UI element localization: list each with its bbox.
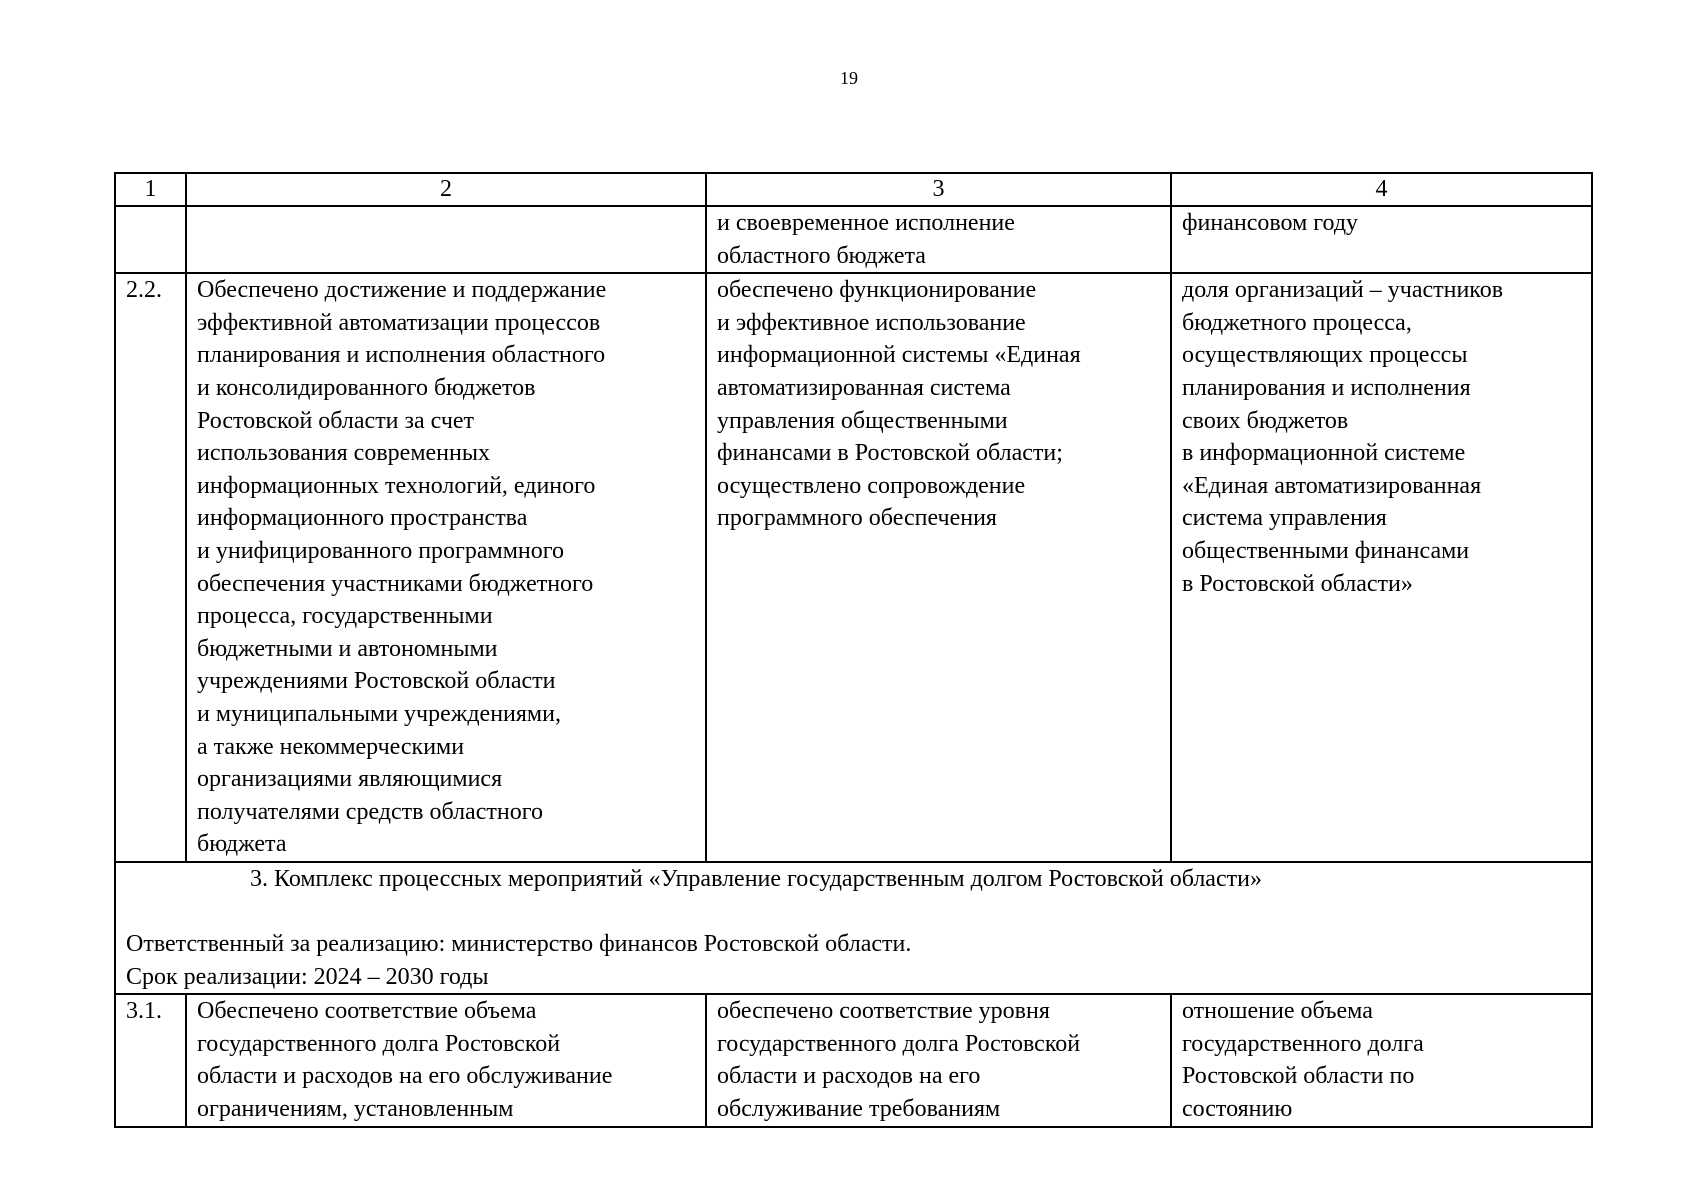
task-cell: Обеспечено соответствие объема государственного долга Ростовской области и расходов на его обслуживание ограничениям, установленным xyxy=(186,994,706,1126)
column-header-3: 3 xyxy=(706,173,1171,206)
column-header-2: 2 xyxy=(186,173,706,206)
section-responsible: Ответственный за реализацию: министерство финансов Ростовской области. xyxy=(126,931,912,958)
table-row xyxy=(115,273,1592,862)
section-title: 3. Комплекс процессных мероприятий «Управление государственным долгом Ростовской области» xyxy=(250,865,1262,892)
section-period: Срок реализации: 2024 – 2030 годы xyxy=(126,963,489,990)
table-row xyxy=(115,994,1592,1126)
indicator-cell: финансовом году xyxy=(1171,206,1592,273)
indicator-cell: доля организаций – участников бюджетного процесса, осуществляющих процессы планирования и исполнения своих бюджетов в информационной системе «Единая автоматизированная система управления общественными финансами в Ростовской области» xyxy=(1171,273,1592,862)
column-number-row xyxy=(115,173,1592,206)
row-number: 2.2. xyxy=(115,273,186,862)
section-row xyxy=(115,862,1592,994)
measures-table xyxy=(114,172,1593,1128)
result-cell: обеспечено функционирование и эффективное использование информационной системы «Единая автоматизированная система управления общественными финансами в Ростовской области; осуществлено сопровождение программного обеспечения xyxy=(706,273,1171,862)
result-cell: обеспечено соответствие уровня государственного долга Ростовской области и расходов на его обслуживание требованиям xyxy=(706,994,1171,1126)
result-cell: и своевременное исполнение областного бюджета xyxy=(706,206,1171,273)
row-number xyxy=(115,206,186,273)
indicator-cell: отношение объема государственного долга Ростовской области по состоянию xyxy=(1171,994,1592,1126)
task-cell xyxy=(186,206,706,273)
row-number: 3.1. xyxy=(115,994,186,1126)
section-spacer xyxy=(126,895,1581,928)
page-number: 19 xyxy=(840,68,858,88)
table-row xyxy=(115,206,1592,273)
column-header-1: 1 xyxy=(115,173,186,206)
section-cell xyxy=(115,862,1592,994)
column-header-4: 4 xyxy=(1171,173,1592,206)
task-cell: Обеспечено достижение и поддержание эффективной автоматизации процессов планирования и исполнения областного и консолидированного бюджетов Ростовской области за счет использования современных информационных технологий, единого информационного пространства и унифицированного программного обеспечения участниками бюджетного процесса, государственными бюджетными и автономными учреждениями Ростовской области и муниципальными учреждениями, а также некоммерческими организациями являющимися получателями средств областного бюджета xyxy=(186,273,706,862)
